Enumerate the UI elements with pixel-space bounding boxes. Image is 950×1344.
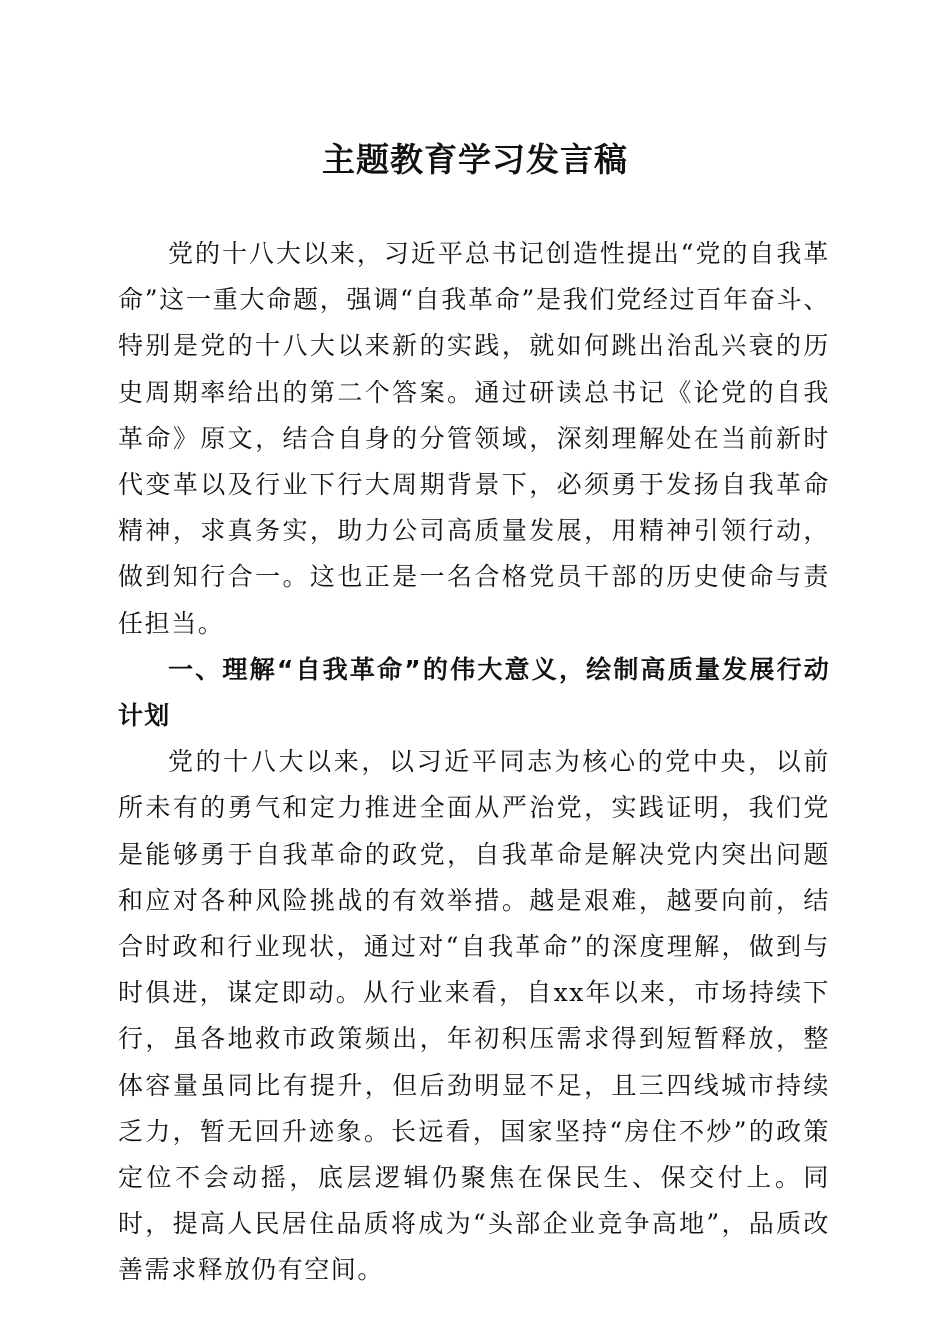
document-title: 主题教育学习发言稿 xyxy=(322,140,628,179)
paragraph-intro: 党的十八大以来，习近平总书记创造性提出“党的自我革命”这一重大命题，强调“自我革命”是我们党经过百年奋斗、特别是党的十八大以来新的实践，就如何跳出治乱兴衰的历史周期率给出的第二个答案。通过研读总书记《论党的自我革命》原文，结合自身的分管领域，深刻理解处在当前新时代变革以及行业下行大周期背景下，必须勇于发扬自我革命精神，求真务实，助力公司高质量发展，用精神引领行动，做到知行合一。这也正是一名合格党员干部的历史使命与责任担当。 xyxy=(118,239,830,638)
section-heading-1: 一、理解“自我革命”的伟大意义，绘制高质量发展行动计划 xyxy=(118,654,830,731)
document-body xyxy=(118,231,830,1294)
paragraph-section-1: 党的十八大以来，以习近平同志为核心的党中央，以前所未有的勇气和定力推进全面从严治党，实践证明，我们党是能够勇于自我革命的政党，自我革命是解决党内突出问题和应对各种风险挑战的有效举措。越是艰难，越要向前，结合时政和行业现状，通过对“自我革命”的深度理解，做到与时俱进，谋定即动。从行业来看，自xx年以来，市场持续下行，虽各地救市政策频出，年初积压需求得到短暂释放，整体容量虽同比有提升，但后劲明显不足，且三四线城市持续乏力，暂无回升迹象。长远看，国家坚持“房住不炒”的政策定位不会动摇，底层逻辑仍聚焦在保民生、保交付上。同时，提高人民居住品质将成为“头部企业竞争高地”，品质改善需求释放仍有空间。 xyxy=(118,747,830,1285)
